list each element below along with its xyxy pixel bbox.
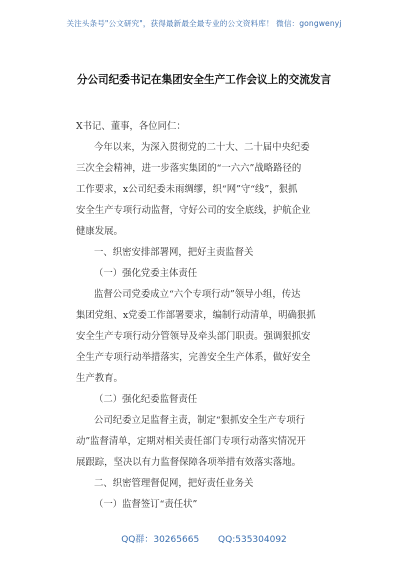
text-line: 工作要求，x公司纪委未雨绸缪，织“网”守“线”，狠抓	[76, 184, 298, 195]
text-line: 展跟踪，坚决以有力监督保障各项举措有效落实落地。	[76, 457, 302, 468]
text-line: 生产教育。	[76, 373, 123, 384]
text-line: 公司纪委立足监督主责，制定“狠抓安全生产专项行	[94, 415, 306, 426]
body-text	[76, 116, 346, 137]
text-line: 动”监督清单，定期对相关责任部门专项行动落实情况开	[76, 436, 306, 447]
text-line: 健康发展。	[76, 226, 123, 237]
section-heading: 二、织密管理督促网，把好责任业务关	[94, 478, 254, 489]
section-1	[76, 242, 346, 515]
text-line: 监督公司党委成立“六个专项行动”领导小组，传达	[94, 289, 301, 300]
subsection-heading: （一）强化党委主体责任	[94, 268, 198, 279]
document-title: 分公司纪委书记在集团安全生产工作会议上的交流发言	[76, 74, 332, 86]
page-header-banner: 关注头条号"公文研究"，获得最新最全最专业的公文资料库！ 微信：gongwenyj	[66, 19, 342, 28]
text-line: 集团党组、x党委工作部署要求，编制行动清单，明确狠抓	[76, 310, 316, 321]
subsection-heading: （一）监督签订“责任状”	[94, 499, 198, 510]
footer-qq-group: QQ群：30265665	[121, 535, 200, 545]
text-line: 今年以来，为深入贯彻党的二十大、二十届中央纪委	[94, 142, 310, 153]
text-line: 三次全会精神，进一步落实集团的“一六六”战略路径的	[76, 163, 302, 174]
paragraph-intro	[76, 137, 346, 242]
salutation: X书记、董事，各位同仁：	[76, 121, 186, 132]
section-heading: 一、织密安排部署网，把好主责监督关	[94, 247, 254, 258]
footer-qq-contact: QQ:535304092	[218, 535, 287, 545]
subsection-heading: （二）强化纪委监督责任	[94, 394, 198, 405]
text-line: 全生产专项行动举措落实，完善安全生产体系，做好安全	[76, 352, 311, 363]
page-footer	[0, 532, 408, 545]
text-line: 安全生产专项行动监督，守好公司的安全底线，护航企业	[76, 205, 311, 216]
text-line: 安全生产专项行动分管领导及牵头部门职责。强调狠抓安	[76, 331, 311, 342]
